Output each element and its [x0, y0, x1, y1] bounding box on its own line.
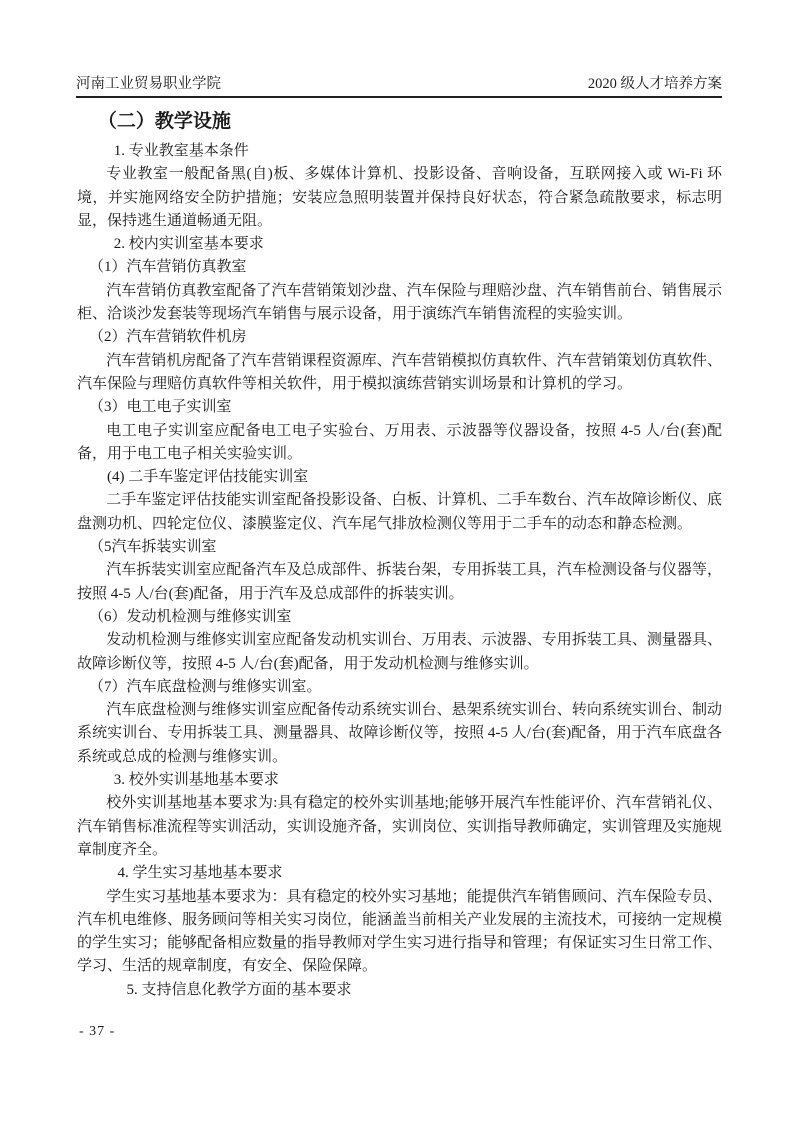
- sub-item-1: （1）汽车营销仿真教室: [89, 259, 247, 276]
- paragraph: 电工电子实训室应配备电工电子实验台、万用表、示波器等仪器设备，按照 4-5 人/台(套)配备，用于电工电子相关实验实训。: [77, 422, 722, 462]
- paragraph: 汽车营销仿真教室配备了汽车营销策划沙盘、汽车保险与理赔沙盘、汽车销售前台、销售展示柜、洽谈沙发套装等现场汽车销售与展示设备，用于演练汽车销售流程的实验实训。: [77, 282, 722, 323]
- numbered-item-4: 4. 学生实习基地基本要求: [117, 865, 283, 882]
- paragraph: 学生实习基地基本要求为：具有稳定的校外实习基地；能提供汽车销售顾问、汽车保险专员、汽车机电维修、服务顾问等相关实习岗位，能涵盖当前相关产业发展的主流技术，可接纳一定规模的学生实习；能够配备相应数量的指导教师对学生实习进行指导和管理；有保证实习生日常工作、学习、生活的规章制度，有安全、保险保障。: [77, 888, 723, 975]
- header-school-name: 河南工业贸易职业学院: [76, 76, 221, 92]
- paragraph: 发动机检测与维修实训室应配备发动机实训台、万用表、示波器、专用拆装工具、测量器具、故障诊断仪等，按照 4-5 人/台(套)配备，用于发动机检测与维修实训。: [77, 632, 722, 672]
- page-number: - 37 -: [79, 1024, 116, 1039]
- numbered-item-5: 5. 支持信息化教学方面的基本要求: [126, 981, 352, 998]
- numbered-item-3: 3. 校外实训基地基本要求: [113, 772, 279, 789]
- header-plan-title: 2020 级人才培养方案: [587, 76, 722, 92]
- paragraph: 汽车拆装实训室应配备汽车及总成部件、拆装台架，专用拆装工具，汽车检测设备与仪器等，按照 4-5 人/台(套)配备，用于汽车及总成部件的拆装实训。: [77, 562, 722, 602]
- sub-item-2: （2）汽车营销软件机房: [89, 329, 247, 346]
- paragraph: 专业教室一般配备黑(自)板、多媒体计算机、投影设备、音响设备，互联网接入或 Wi-Fi 环境，并实施网络安全防护措施；安装应急照明装置并保持良好状态，符合紧急疏散要求，标志明显，保持逃生通道畅通无阻。: [77, 166, 722, 229]
- page-header: [76, 76, 722, 98]
- numbered-item-1: 1. 专业教室基本条件: [113, 143, 249, 159]
- sub-item-7: （7）汽车底盘检测与维修实训室。: [89, 678, 322, 695]
- document-body: [77, 103, 722, 1002]
- section-heading: （二）教学设施: [97, 111, 231, 132]
- sub-item-3: （3）电工电子实训室: [89, 399, 232, 416]
- sub-item-5: （5汽车拆装实训室: [89, 539, 217, 556]
- sub-item-6: （6）发动机检测与维修实训室: [89, 608, 292, 625]
- paragraph: 校外实训基地基本要求为:具有稳定的校外实训基地;能够开展汽车性能评价、汽车营销礼仪、汽车销售标准流程等实训活动，实训设施齐备，实训岗位、实训指导教师确定，实训管理及实施规章制度齐全。: [77, 795, 723, 858]
- sub-item-4: (4) 二手车鉴定评估技能实训室: [107, 469, 309, 486]
- numbered-item-2: 2. 校内实训室基本要求: [113, 236, 264, 253]
- paragraph: 二手车鉴定评估技能实训室配备投影设备、白板、计算机、二手车数台、汽车故障诊断仪、底盘测功机、四轮定位仪、漆膜鉴定仪、汽车尾气排放检测仪等用于二手车的动态和静态检测。: [77, 492, 722, 532]
- paragraph: 汽车营销机房配备了汽车营销课程资源库、汽车营销模拟仿真软件、汽车营销策划仿真软件、汽车保险与理赔仿真软件等相关软件，用于模拟演练营销实训场景和计算机的学习。: [77, 352, 722, 392]
- paragraph: 汽车底盘检测与维修实训室应配备传动系统实训台、悬架系统实训台、转向系统实训台、制动系统实训台、专用拆装工具、测量器具、故障诊断仪等，按照 4-5 人/台(套)配备，用于汽车底盘各系统或总成的检测与维修实训。: [77, 702, 722, 765]
